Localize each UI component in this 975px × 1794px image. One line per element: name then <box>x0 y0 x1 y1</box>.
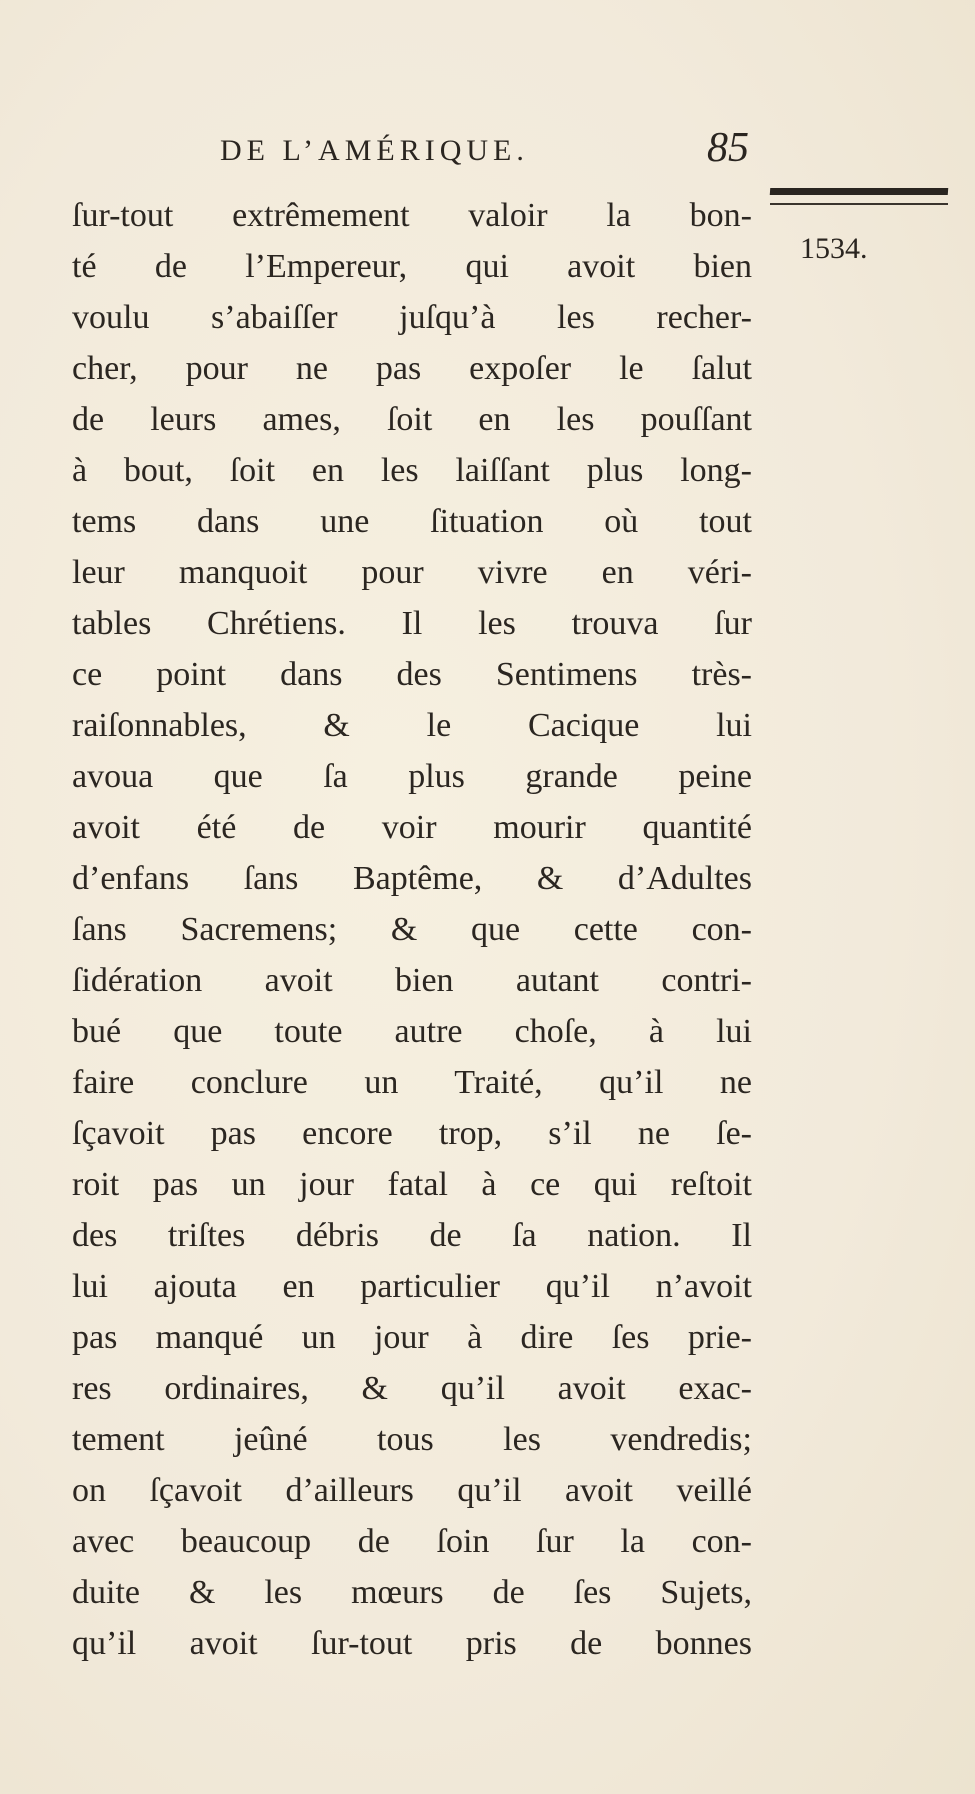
text-line: avoua que ſa plus grande peine <box>72 758 752 795</box>
text-line: ce point dans des Sentimens très- <box>72 656 752 693</box>
page-number: 85 <box>707 125 749 171</box>
text-line: on ſçavoit d’ailleurs qu’il avoit veillé <box>72 1472 752 1509</box>
text-line: tables Chrétiens. Il les trouva ſur <box>72 605 752 642</box>
text-line: qu’il avoit ſur-tout pris de bonnes <box>72 1625 752 1662</box>
text-line: tement jeûné tous les vendredis; <box>72 1421 752 1458</box>
text-line: d’enfans ſans Baptême, & d’Adultes <box>72 860 752 897</box>
text-line: avoit été de voir mourir quantité <box>72 809 752 846</box>
running-title: DE L’AMÉRIQUE. <box>220 134 529 167</box>
text-line: faire conclure un Traité, qu’il ne <box>72 1064 752 1101</box>
text-line: roit pas un jour fatal à ce qui reſtoit <box>72 1166 752 1203</box>
text-line: des triſtes débris de ſa nation. Il <box>72 1217 752 1254</box>
text-line: tems dans une ſituation où tout <box>72 503 752 540</box>
page-header <box>72 125 752 180</box>
text-line: lui ajouta en particulier qu’il n’avoit <box>72 1268 752 1305</box>
margin-rule-thick <box>770 188 948 195</box>
text-line: à bout, ſoit en les laiſſant plus long- <box>72 452 752 489</box>
text-line: ſçavoit pas encore trop, s’il ne ſe- <box>72 1115 752 1152</box>
text-line: avec beaucoup de ſoin ſur la con- <box>72 1523 752 1560</box>
text-line: bué que toute autre choſe, à lui <box>72 1013 752 1050</box>
text-line: ſans Sacremens; & que cette con- <box>72 911 752 948</box>
text-line: té de l’Empereur, qui avoit bien <box>72 248 752 285</box>
text-line: duite & les mœurs de ſes Sujets, <box>72 1574 752 1611</box>
text-line: pas manqué un jour à dire ſes prie- <box>72 1319 752 1356</box>
text-line: ſur-tout extrêmement valoir la bon- <box>72 197 752 234</box>
margin-rule-thin <box>770 203 948 205</box>
text-line: voulu s’abaiſſer juſqu’à les recher- <box>72 299 752 336</box>
text-line: de leurs ames, ſoit en les pouſſant <box>72 401 752 438</box>
text-line: cher, pour ne pas expoſer le ſalut <box>72 350 752 387</box>
text-line: raiſonnables, & le Cacique lui <box>72 707 752 744</box>
text-line: ſidération avoit bien autant contri- <box>72 962 752 999</box>
margin-year: 1534. <box>800 232 868 265</box>
text-line: res ordinaires, & qu’il avoit exac- <box>72 1370 752 1407</box>
text-line: leur manquoit pour vivre en véri- <box>72 554 752 591</box>
body-text <box>72 190 752 1669</box>
